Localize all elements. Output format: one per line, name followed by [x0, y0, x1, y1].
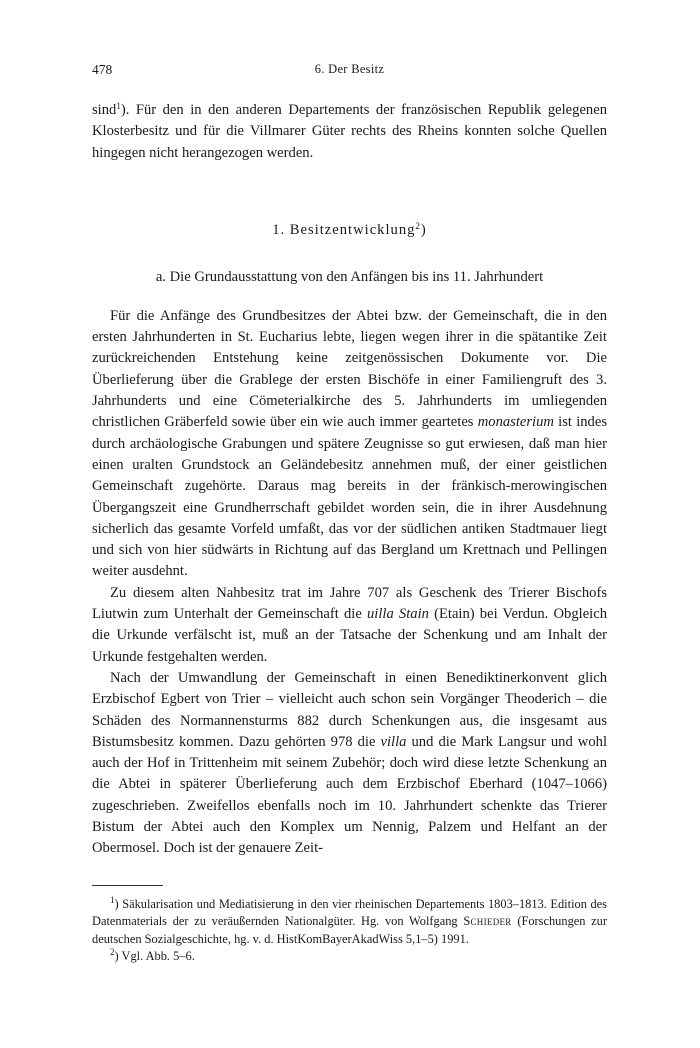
- paragraph-2-text-a: Zu diesem alten Nahbesitz trat im Jahre 707 als Geschenk des Trierer Bischofs Liutwin zum Unterhalt der Gemeinschaft die: [92, 584, 607, 623]
- section-title-text: 1. Besitzentwicklung: [272, 221, 416, 238]
- paragraph-1-italic: monasterium: [477, 414, 554, 431]
- footnote-1: [92, 896, 607, 949]
- body-text: [92, 100, 607, 860]
- paragraph-1-text-b: ist indes durch archäologische Grabungen und spätere Zeugnisse so gut erwiesen, daß man hier einen uralten Grundstock an Geländebesitz annehmen muß, der einer geistlichen Gemeinschaft zugehörte. Daraus mag bereits in der fränkisch-merowingischen Übergangszeit eine Grundherrschaft gebildet worden sein, die in ihrer Ausdehnung sicherlich das gesamte Vorfeld umfaßt, das vor der südlichen antiken Stadtmauer liegt und sich von hier südwärts in Richtung auf das Bergland um Krettnach und Pellingen weiter ausdehnt.: [92, 414, 608, 580]
- paragraph-2: [92, 583, 607, 668]
- footnote-2-marker: 2: [110, 947, 115, 958]
- intro-text: ). Für den in den anderen Departements der französischen Republik gelegenen Klosterbesitz und für die Villmarer Güter rechts des Rheins konnten solche Quellen hingegen nicht herangezogen werden.: [92, 102, 607, 161]
- running-head: 6. Der Besitz: [314, 62, 385, 76]
- page-header: [92, 62, 607, 82]
- paragraph-1-text-a: Für die Anfänge des Grundbesitzes der Abtei bzw. der Gemeinschaft, die in den ersten Jahrhunderten in St. Eucharius lebte, liegen wegen ihrer in die spätantike Zeit zurückreichenden Entstehung keine zeitgenössischen Dokumente vor. Die Überlieferung über die Grablege der ersten Bischöfe in einer Familiengruft des 3. Jahrhunderts und eine Cömeterialkirche des 5. Jahrhunderts im umliegenden christlichen Gräberfeld sowie über ein wie auch immer geartetes: [92, 307, 607, 431]
- page: [92, 62, 607, 966]
- paragraph-3: [92, 668, 607, 860]
- section-title-close: ): [420, 221, 427, 238]
- paragraph-3-italic: villa: [380, 733, 407, 750]
- page-number: 478: [92, 62, 113, 77]
- subsection-heading: a. Die Grundausstattung von den Anfängen bis ins 11. Jahrhundert: [155, 268, 544, 285]
- footnote-divider: [92, 885, 163, 886]
- footnote-1-text-a: ) Säkularisation und Mediatisierung in den vier rheinischen Departements 1803–1813. Edition des Datenmaterials der zu veräußernden Nationalgüter. Hg. von Wolfgang: [92, 896, 607, 929]
- paragraph-1: [92, 306, 607, 583]
- paragraph-3-text-a: Nach der Umwandlung der Gemeinschaft in einen Benediktinerkonvent glich Erzbischof Egbert von Trier – vielleicht auch schon sein Vorgänger Theoderich – die Schäden des Normannensturms 882 durch Schenkungen aus, die insgesamt aus Bistumsbesitz kommen. Dazu gehörten 978 die: [92, 669, 607, 750]
- footnote-ref-2[interactable]: 2: [415, 220, 421, 231]
- footnotes: [92, 896, 607, 966]
- paragraph-2-italic: uilla Stain: [367, 606, 429, 623]
- paragraph-2-text-b: (Etain) bei Verdun. Obgleich die Urkunde verfälscht ist, muß an der Tatsache der Schenkung und am Inhalt der Urkunde festgehalten werden.: [92, 606, 608, 665]
- footnote-1-author: Schieder: [463, 914, 512, 929]
- section-heading: [92, 222, 607, 244]
- footnote-ref-1[interactable]: 1: [116, 101, 121, 111]
- paragraph-3-text-b: und die Mark Langsur und wohl auch der Hof in Trittenheim mit seinem Zubehör; doch wird diese letzte Schenkung an die Abtei in späterer Überlieferung auch dem Erzbischof Eberhard (1047–1066) zugeschrieben. Zweifellos ebenfalls noch im 10. Jahrhundert schenkte das Trierer Bistum der Abtei auch den Komplex um Nennig, Palzem und Helfant an der Obermosel. Doch ist der genauere Zeit-: [92, 733, 607, 857]
- intro-word: sind: [92, 102, 117, 118]
- footnote-1-marker: 1: [110, 894, 115, 905]
- footnote-2-text: ) Vgl. Abb. 5–6.: [114, 949, 195, 964]
- footnote-2: [92, 948, 607, 966]
- footnote-1-text-b: (Forschungen zur deutschen Sozialgeschichte, hg. v. d. HistKomBayerAkadWiss 5,1–5) 1991.: [92, 914, 607, 946]
- intro-paragraph: [92, 100, 607, 164]
